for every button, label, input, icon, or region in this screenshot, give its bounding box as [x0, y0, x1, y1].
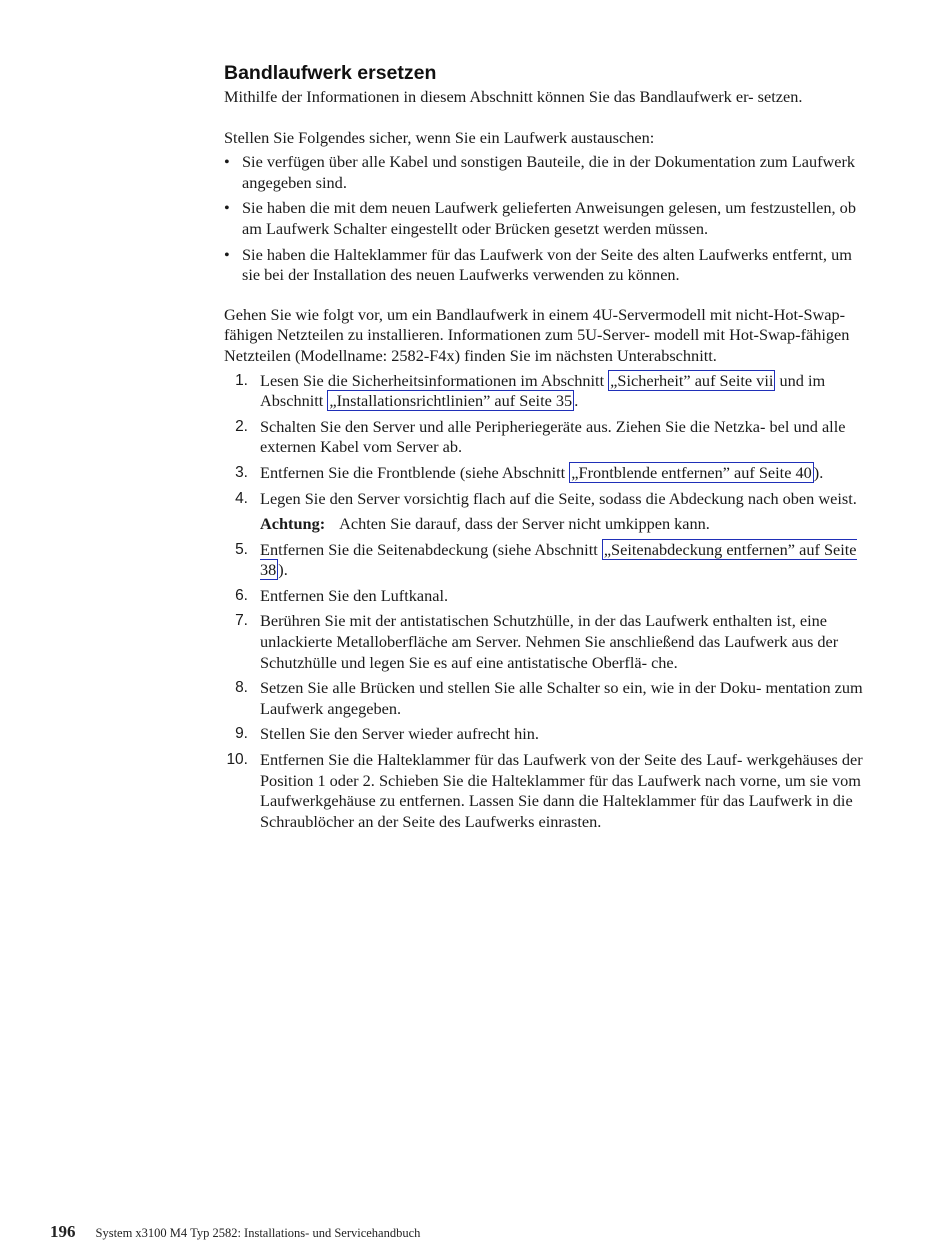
- link-installationsrichtlinien[interactable]: „Installationsrichtlinien” auf Seite 35: [329, 391, 573, 411]
- step-number: 2.: [235, 417, 248, 435]
- step-text: Entfernen Sie die Seitenabdeckung (siehe Abschnitt: [260, 539, 602, 559]
- step-number: 1.: [235, 371, 248, 389]
- attention-text: Achten Sie darauf, dass der Server nicht umkippen kann.: [339, 514, 710, 534]
- bullet-icon: •: [224, 244, 230, 264]
- attention-note: [224, 514, 874, 535]
- step-number: 8.: [235, 679, 248, 697]
- procedure-steps-continued: [224, 540, 874, 833]
- step-text: Entfernen Sie die Frontblende (siehe Abschnitt: [260, 462, 570, 482]
- step-text: Setzen Sie alle Brücken und stellen Sie alle Schalter so ein, wie in der Doku- mentation zum Laufwerk angegeben.: [260, 678, 863, 718]
- step-number: 5.: [235, 540, 248, 558]
- step-number: 7.: [235, 612, 248, 630]
- step-2: [224, 417, 874, 458]
- bullet-icon: •: [224, 152, 230, 172]
- link-frontblende-entfernen[interactable]: „Frontblende entfernen” auf Seite 40: [571, 462, 812, 482]
- step-7: [224, 611, 874, 673]
- bullet-icon: •: [224, 198, 230, 218]
- step-text: Legen Sie den Server vorsichtig flach auf die Seite, sodass die Abdeckung nach oben weist.: [260, 488, 857, 508]
- link-seitenabdeckung-entfernen[interactable]: „Seitenabdeckung entfernen” auf Seite 38: [260, 539, 857, 580]
- step-text: Stellen Sie den Server wieder aufrecht hin.: [260, 724, 539, 744]
- step-text: Berühren Sie mit der antistatischen Schutzhülle, in der das Laufwerk enthalten ist, eine unlackierte Metalloberfläche am Server. Nehmen Sie anschließend das Laufwerk aus der Schutzhülle und legen Sie es auf eine antistatische Oberflä- che.: [260, 611, 839, 672]
- step-number: 3.: [235, 463, 248, 481]
- step-6: [224, 586, 874, 607]
- page-content: [224, 60, 874, 837]
- step-text: ).: [813, 462, 824, 482]
- step-number: 9.: [235, 725, 248, 743]
- requirements-lead: Stellen Sie Folgendes sicher, wenn Sie ein Laufwerk austauschen:: [224, 127, 655, 147]
- step-text: .: [574, 391, 579, 411]
- step-text: Lesen Sie die Sicherheitsinformationen im Abschnitt: [260, 370, 609, 390]
- step-1: [224, 371, 874, 412]
- procedure-intro: Gehen Sie wie folgt vor, um ein Bandlaufwerk in einem 4U-Servermodell mit nicht-Hot-Swap-fähigen Netzteilen zu installieren. Informationen zum 5U-Server- modell mit Hot-Swap-fähigen Netzteilen (Modellname: 2582-F4x) finden Sie im nächsten Unterabschnitt.: [224, 304, 850, 365]
- section-heading: Bandlaufwerk ersetzen: [224, 62, 437, 84]
- step-text: ).: [278, 560, 288, 580]
- step-4: [224, 489, 874, 510]
- step-8: [224, 678, 874, 719]
- step-text: Schalten Sie den Server und alle Peripheriegeräte aus. Ziehen Sie die Netzka- bel und alle externen Kabel vom Server ab.: [260, 416, 846, 457]
- list-item: [224, 152, 874, 193]
- procedure-steps: [224, 371, 874, 510]
- bullet-text: Sie haben die Halteklammer für das Laufwerk von der Seite des alten Laufwerks entfernt, um sie bei der Installation des neuen Laufwerks verwenden zu können.: [242, 244, 852, 285]
- page-number: 196: [50, 1222, 76, 1241]
- step-number: 6.: [235, 586, 248, 604]
- step-number: 4.: [235, 489, 248, 507]
- list-item: [224, 198, 874, 239]
- bullet-text: Sie haben die mit dem neuen Laufwerk gelieferten Anweisungen gelesen, um festzustellen, ob am Laufwerk Schalter eingestellt oder Brücken gesetzt werden müssen.: [242, 198, 856, 238]
- step-text: Entfernen Sie den Luftkanal.: [260, 585, 449, 605]
- intro-paragraph: Mithilfe der Informationen in diesem Abschnitt können Sie das Bandlaufwerk er- setzen.: [224, 87, 803, 106]
- footer-title: System x3100 M4 Typ 2582: Installations- und Servicehandbuch: [95, 1226, 421, 1240]
- link-sicherheit[interactable]: „Sicherheit” auf Seite vii: [610, 370, 774, 390]
- step-3: [224, 463, 874, 484]
- list-item: [224, 245, 874, 286]
- bullet-text: Sie verfügen über alle Kabel und sonstigen Bauteile, die in der Dokumentation zum Laufwerk angegeben sind.: [242, 152, 856, 192]
- step-10: [224, 750, 874, 832]
- page-footer: [50, 1222, 420, 1242]
- step-text: und im Abschnitt: [260, 370, 826, 411]
- step-number: 10.: [226, 751, 248, 769]
- attention-label: Achtung:: [260, 514, 326, 534]
- requirements-list: [224, 152, 874, 286]
- step-5: [224, 540, 874, 581]
- step-text: Entfernen Sie die Halteklammer für das Laufwerk von der Seite des Lauf- werkgehäuses der Position 1 oder 2. Schieben Sie die Halteklammer für das Laufwerk nach vorne, um sie vom Laufwerkgehäuse zu entfernen. Lassen Sie dann die Halteklammer für das Laufwerk in die Schraublöcher an der Seite des Laufwerks einrasten.: [260, 750, 863, 831]
- step-9: [224, 724, 874, 745]
